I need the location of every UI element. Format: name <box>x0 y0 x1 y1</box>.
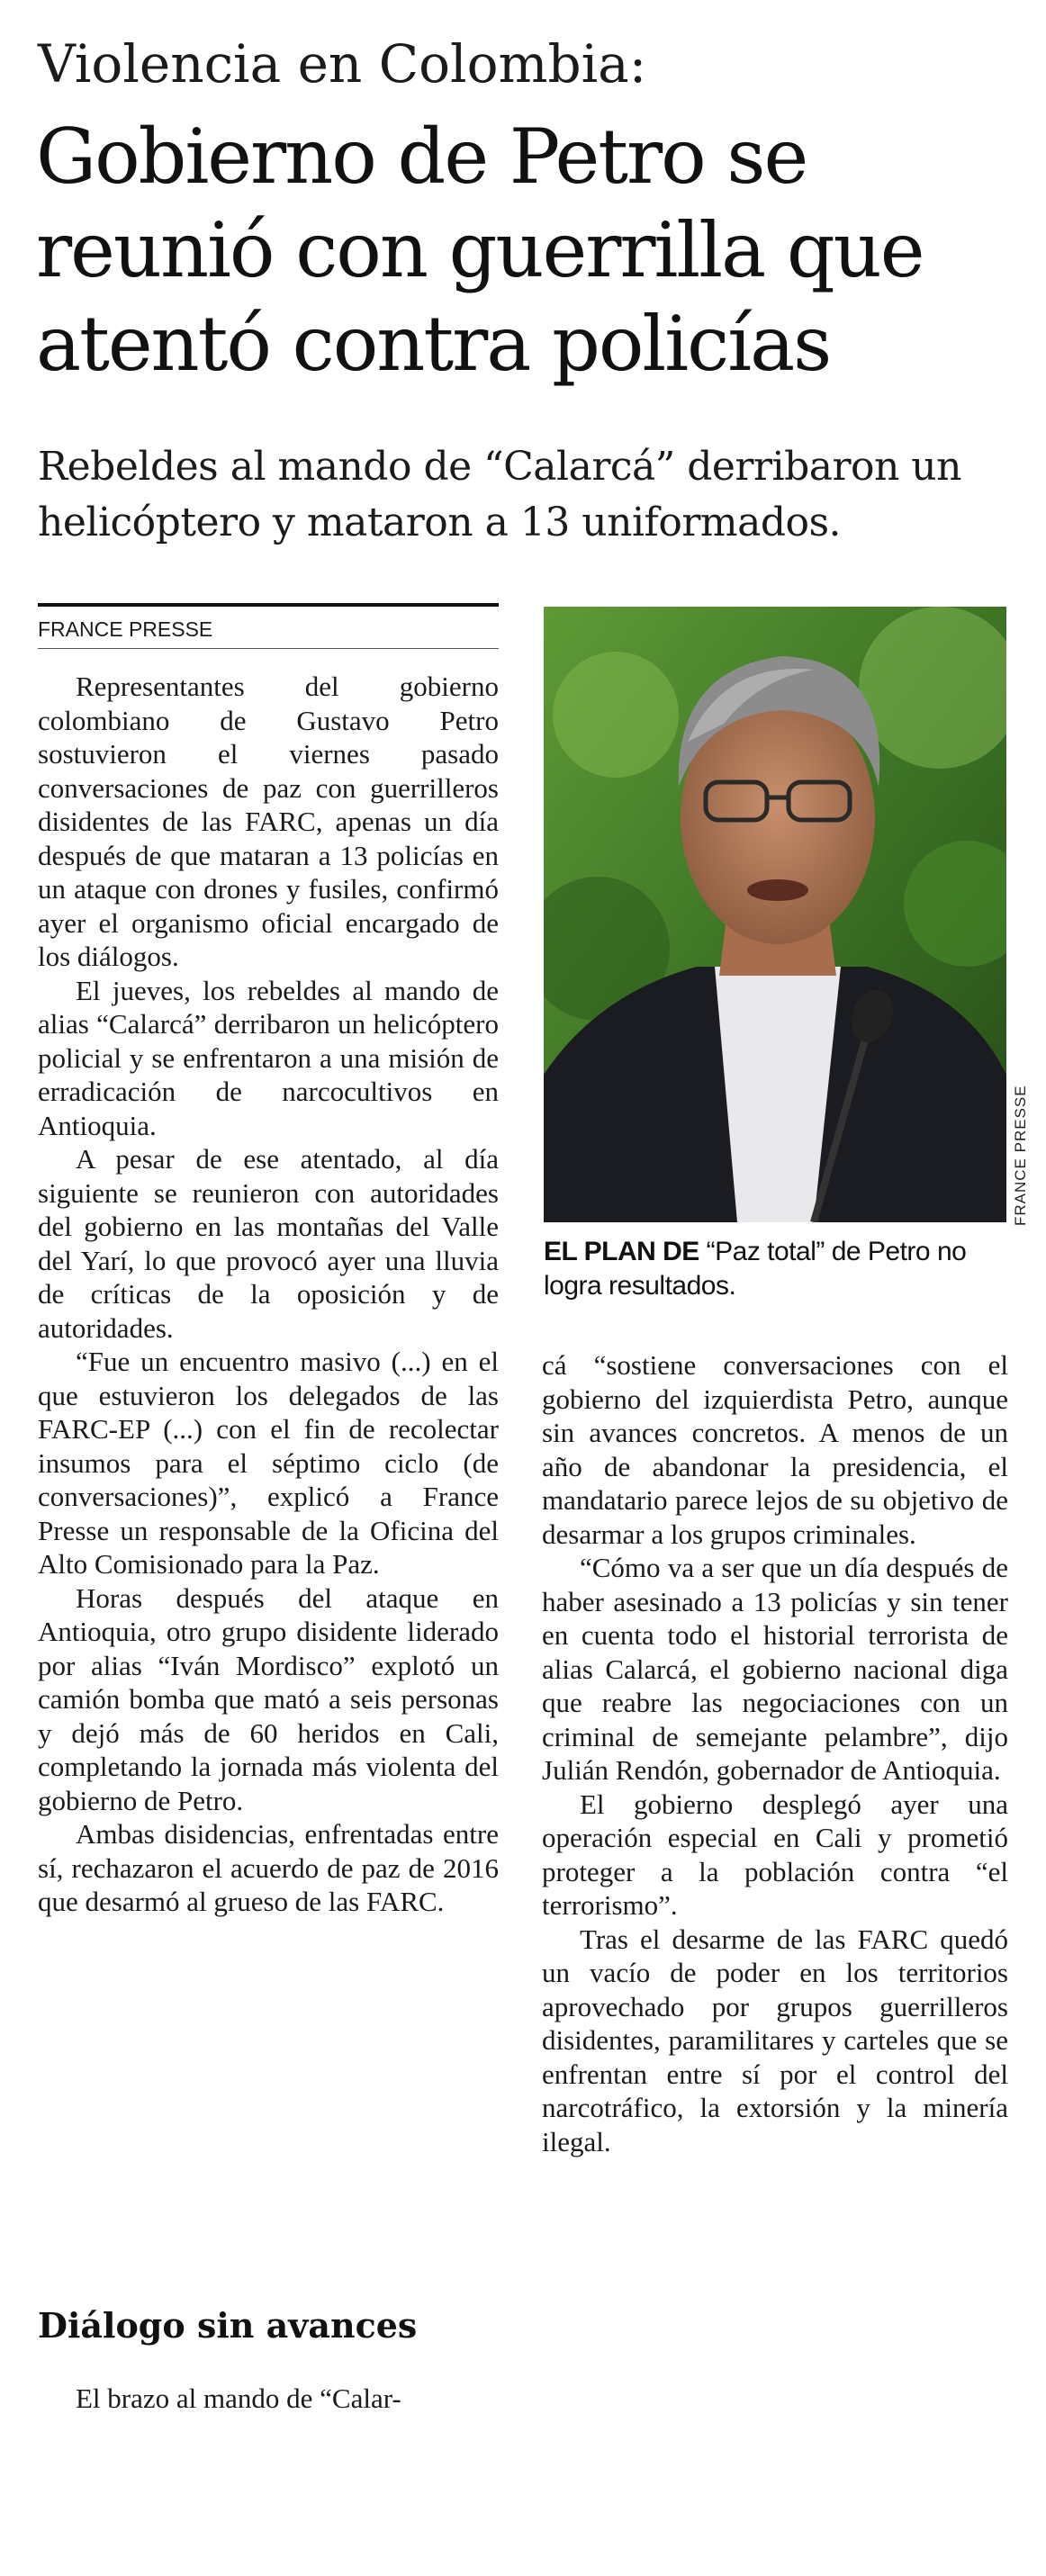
paragraph: El jueves, los rebeldes al mando de alias “Calarcá” derribaron un helicóptero policial y se enfrentaron a una misión de erradicación de narcocultivos en Antioquia. <box>38 974 499 1141</box>
paragraph: Horas después del ataque en Antioquia, otro grupo disidente liderado por alias “Iván Mordisco” explotó un camión bomba que mató a seis personas y dejó más de 60 heridos en Cali, completando la jornada más violenta del gobierno de Petro. <box>38 1581 499 1816</box>
paragraph: “Cómo va a ser que un día después de haber asesinado a 13 policías y sin tener en cuenta todo el historial terrorista de alias Calarcá, el gobierno nacional diga que reabre las negociaciones con un criminal de semejante pelambre”, dijo Julián Rendón, gobernador de Antioquia. <box>542 1552 1008 1786</box>
paragraph: Representantes del gobierno colombiano de Gustavo Petro sostuvieron el viernes pasado conversaciones de paz con guerrilleros disidentes de las FARC, apenas un día después de que mataran a 13 policías en un ataque con drones y fusiles, confirmó ayer el organismo oficial encargado de los diálogos. <box>38 671 499 972</box>
body-column-1 <box>38 670 499 1919</box>
speaker-photo-illustration <box>544 607 1006 1222</box>
article-deck: Rebeldes al mando de “Calarcá” derribaron un helicóptero y mataron a 13 uniformados. <box>38 444 961 545</box>
byline-top-rule <box>38 603 499 607</box>
caption-text: “Paz total” de Petro no logra resultados. <box>544 1237 967 1301</box>
paragraph: A pesar de ese atentado, al día siguiente se reunieron con autoridades del gobierno en las montañas del Valle del Yarí, lo que provocó ayer una lluvia de críticas de la oposición y de autoridades. <box>38 1143 499 1344</box>
photo-caption <box>544 1235 1012 1303</box>
article-headline: Gobierno de Petro se reunió con guerrilla que atentó contra policías <box>36 113 924 388</box>
paragraph-continued: El brazo al mando de “Calar- <box>76 2382 401 2414</box>
paragraph: Tras el desarme de las FARC quedó un vacío de poder en los territorios aprovechado por grupos guerrilleros disidentes, paramilitares y carteles que se enfrentan entre sí por el control del narcotráfico, la extorsión y la minería ilegal. <box>542 1923 1008 2157</box>
article-photo <box>544 607 1006 1222</box>
byline-bottom-rule <box>38 648 499 649</box>
paragraph-continued: cá “sostiene conversaciones con el gobierno del izquierdista Petro, aunque sin avances concretos. A menos de un año de abandonar la presidencia, el mandatario parece lejos de su objetivo de desarmar a los grupos criminales. <box>542 1349 1008 1550</box>
paragraph: “Fue un encuentro masivo (...) en el que estuvieron los delegados de las FARC-EP (...) con el fin de recolectar insumos para el séptimo ciclo (de conversaciones)”, explicó a France Presse un responsable de la Oficina del Alto Comisionado para la Paz. <box>38 1346 499 1580</box>
section-subhead: Diálogo sin avances <box>38 2305 418 2346</box>
article-kicker: Violencia en Colombia: <box>38 33 647 95</box>
caption-lead: EL PLAN DE <box>544 1237 699 1266</box>
paragraph: Ambas disidencias, enfrentadas entre sí, rechazaron el acuerdo de paz de 2016 que desarmó al grueso de las FARC. <box>38 1818 499 1917</box>
photo-credit: FRANCE PRESSE <box>1012 1085 1029 1226</box>
paragraph: El gobierno desplegó ayer una operación especial en Cali y prometió proteger a la población contra “el terrorismo”. <box>542 1788 1008 1921</box>
body-column-2 <box>542 1348 1008 2158</box>
byline: FRANCE PRESSE <box>38 617 213 641</box>
